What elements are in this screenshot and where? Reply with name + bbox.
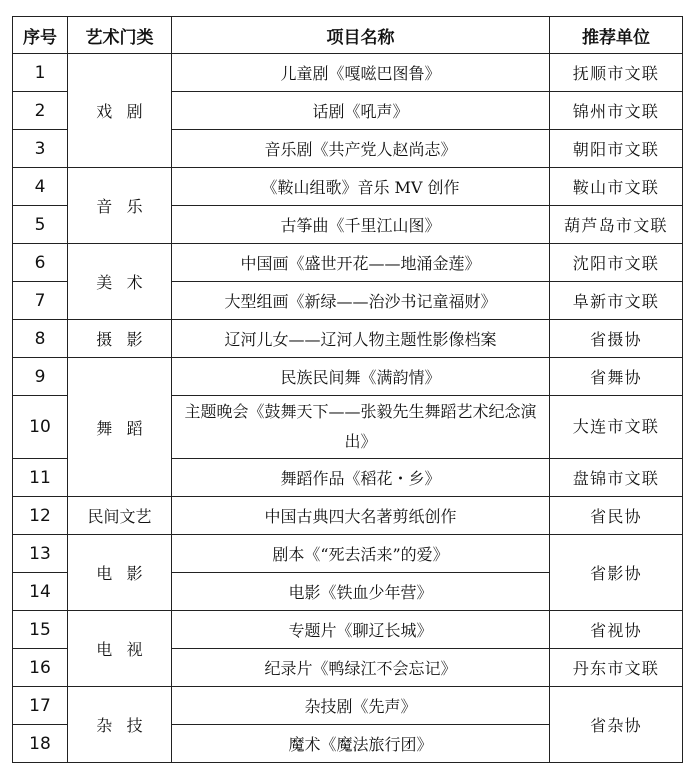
row-index: 3 — [13, 130, 68, 168]
recommending-unit: 鞍山市文联 — [550, 168, 683, 206]
row-index: 1 — [13, 54, 68, 92]
recommending-unit: 省影协 — [550, 535, 683, 611]
header-category: 艺术门类 — [68, 17, 172, 54]
row-index: 7 — [13, 282, 68, 320]
project-name: 专题片《聊辽长城》 — [172, 611, 550, 649]
row-index: 10 — [13, 396, 68, 459]
recommending-unit: 省视协 — [550, 611, 683, 649]
table-header-row — [13, 17, 683, 54]
project-name: 大型组画《新绿——治沙书记童福财》 — [172, 282, 550, 320]
project-name: 主题晚会《鼓舞天下——张毅先生舞蹈艺术纪念演出》 — [172, 396, 550, 459]
recommending-unit: 抚顺市文联 — [550, 54, 683, 92]
table-row — [13, 168, 683, 206]
table-row — [13, 320, 683, 358]
row-index: 18 — [13, 725, 68, 763]
recommending-unit: 盘锦市文联 — [550, 459, 683, 497]
project-name: 话剧《吼声》 — [172, 92, 550, 130]
category-cell: 摄影 — [68, 320, 172, 358]
header-index: 序号 — [13, 17, 68, 54]
recommending-unit: 阜新市文联 — [550, 282, 683, 320]
row-index: 2 — [13, 92, 68, 130]
table-row — [13, 535, 683, 573]
recommending-unit: 省民协 — [550, 497, 683, 535]
recommending-unit: 锦州市文联 — [550, 92, 683, 130]
project-name: 舞蹈作品《稻花・乡》 — [172, 459, 550, 497]
project-name: 音乐剧《共产党人赵尚志》 — [172, 130, 550, 168]
category-cell: 民间文艺 — [68, 497, 172, 535]
row-index: 14 — [13, 573, 68, 611]
project-name: 辽河儿女——辽河人物主题性影像档案 — [172, 320, 550, 358]
recommending-unit: 省杂协 — [550, 687, 683, 763]
project-name: 魔术《魔法旅行团》 — [172, 725, 550, 763]
project-name: 儿童剧《嘎嗞巴图鲁》 — [172, 54, 550, 92]
project-name: 纪录片《鸭绿江不会忘记》 — [172, 649, 550, 687]
project-name: 古筝曲《千里江山图》 — [172, 206, 550, 244]
table-row — [13, 54, 683, 92]
category-cell: 电视 — [68, 611, 172, 687]
category-cell: 美术 — [68, 244, 172, 320]
recommending-unit: 省摄协 — [550, 320, 683, 358]
table-row — [13, 611, 683, 649]
row-index: 17 — [13, 687, 68, 725]
row-index: 8 — [13, 320, 68, 358]
header-unit: 推荐单位 — [550, 17, 683, 54]
header-project: 项目名称 — [172, 17, 550, 54]
category-cell: 杂技 — [68, 687, 172, 763]
recommending-unit: 葫芦岛市文联 — [550, 206, 683, 244]
row-index: 12 — [13, 497, 68, 535]
recommending-unit: 省舞协 — [550, 358, 683, 396]
project-name: 电影《铁血少年营》 — [172, 573, 550, 611]
recommending-unit: 丹东市文联 — [550, 649, 683, 687]
recommending-unit: 大连市文联 — [550, 396, 683, 459]
row-index: 9 — [13, 358, 68, 396]
row-index: 5 — [13, 206, 68, 244]
table-row — [13, 358, 683, 396]
table-row — [13, 497, 683, 535]
row-index: 6 — [13, 244, 68, 282]
category-cell: 音乐 — [68, 168, 172, 244]
category-cell: 戏剧 — [68, 54, 172, 168]
project-name: 中国画《盛世开花——地涌金莲》 — [172, 244, 550, 282]
row-index: 13 — [13, 535, 68, 573]
table-row — [13, 687, 683, 725]
row-index: 11 — [13, 459, 68, 497]
project-name: 剧本《“死去活来”的爱》 — [172, 535, 550, 573]
category-cell: 电影 — [68, 535, 172, 611]
category-cell: 舞蹈 — [68, 358, 172, 497]
recommended-projects-table — [12, 16, 683, 763]
row-index: 16 — [13, 649, 68, 687]
recommending-unit: 朝阳市文联 — [550, 130, 683, 168]
project-name: 中国古典四大名著剪纸创作 — [172, 497, 550, 535]
project-name: 杂技剧《先声》 — [172, 687, 550, 725]
recommending-unit: 沈阳市文联 — [550, 244, 683, 282]
project-name: 民族民间舞《满韵情》 — [172, 358, 550, 396]
row-index: 15 — [13, 611, 68, 649]
project-name: 《鞍山组歌》音乐 MV 创作 — [172, 168, 550, 206]
table-row — [13, 244, 683, 282]
row-index: 4 — [13, 168, 68, 206]
